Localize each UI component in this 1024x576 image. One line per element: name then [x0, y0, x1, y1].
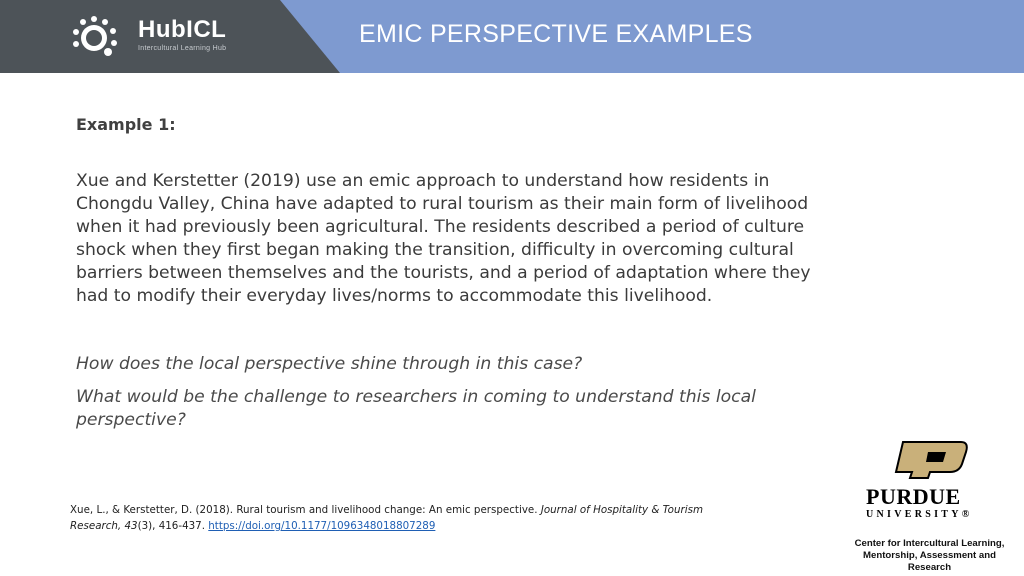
university-wordmark: UNIVERSITY®: [866, 509, 973, 520]
header-bar: [0, 0, 1024, 73]
citation-doi-link[interactable]: https://doi.org/10.1177/1096348018807289: [208, 520, 436, 532]
question-2: What would be the challenge to researchers in coming to understand this local perspective?: [76, 387, 756, 430]
citation-journal: Journal of Hospitality & Tourism Research, 43: [70, 504, 703, 532]
brand-name: HubICL: [138, 16, 227, 43]
purdue-wordmark: PURDUE: [866, 484, 961, 509]
citation-authors-title: Xue, L., & Kerstetter, D. (2018). Rural tourism and livelihood change: An emic perspective.: [70, 504, 541, 516]
center-name: [842, 538, 1017, 574]
citation: [70, 502, 750, 534]
center-line-1: Center for Intercultural Learning,: [854, 538, 1005, 549]
brand-tagline: Intercultural Learning Hub: [138, 45, 227, 52]
center-line-2: Mentorship, Assessment and Research: [863, 550, 996, 573]
example-paragraph: Xue and Kerstetter (2019) use an emic approach to understand how residents in Chongdu Valley, China have adapted to rural tourism as their main form of livelihood when it had previously been agricultural. The residents described a period of culture shock when they first began making the transition, difficulty in overcoming cultural barriers between themselves and the tourists, and a period of adaptation where they had to modify their everyday lives/norms to accommodate this livelihood.: [76, 171, 811, 306]
citation-issue-pages: (3), 416-437.: [137, 520, 209, 532]
example-label: Example 1:: [76, 115, 176, 134]
question-1: How does the local perspective shine through in this case?: [76, 354, 583, 374]
page-title: EMIC PERSPECTIVE EXAMPLES: [359, 20, 753, 48]
